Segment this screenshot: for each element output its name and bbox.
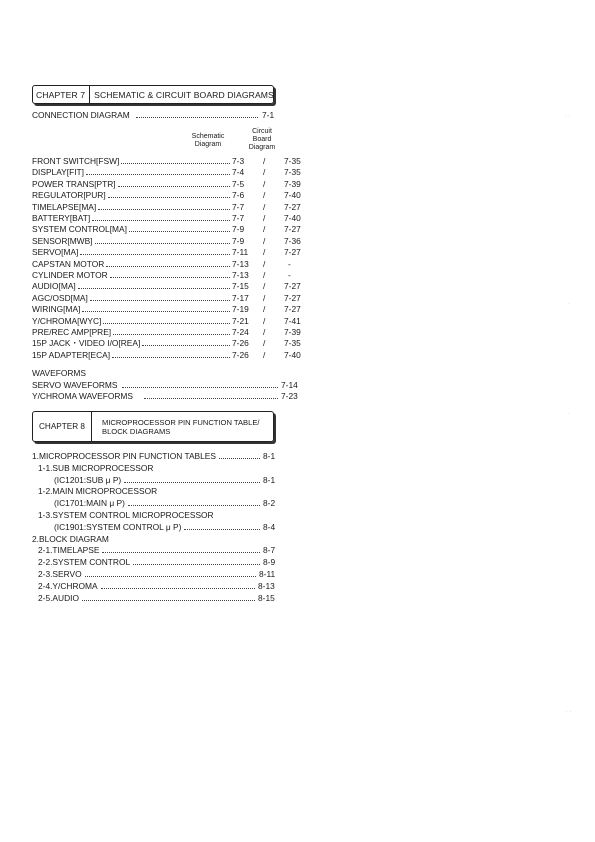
toc-entry[interactable] [32, 451, 275, 462]
leader-dots [102, 552, 260, 553]
leader-dots [219, 458, 260, 459]
column-separator: / [263, 327, 266, 337]
diagram-row[interactable] [32, 167, 301, 178]
toc-entry-text: 2-5.AUDIO [38, 592, 79, 603]
board-column-header [244, 128, 280, 152]
column-separator: / [263, 338, 266, 349]
ychroma-waveforms-entry[interactable] [32, 391, 298, 402]
column-separator: / [263, 156, 266, 166]
column-separator: / [263, 349, 266, 360]
leader-dots [129, 231, 230, 232]
connection-diagram-name: CONNECTION DIAGRAM [32, 110, 130, 120]
chapter-7-header [32, 85, 274, 104]
toc-entry-text: 1-1.SUB MICROPROCESSOR [38, 462, 154, 473]
board-page: 7-36 [284, 235, 301, 246]
diagram-row[interactable] [32, 224, 301, 235]
toc-entry-text: 1-3.SYSTEM CONTROL MICROPROCESSOR [38, 510, 214, 520]
toc-entry-page: 8-9 [263, 557, 276, 568]
board-page: 7-40 [284, 349, 301, 360]
diagram-name: AUDIO[MA] [32, 281, 76, 292]
diagram-name: 15P ADAPTER[ECA] [32, 349, 111, 360]
column-separator: / [263, 190, 266, 201]
leader-dots [118, 186, 230, 187]
board-page: 7-27 [284, 281, 301, 292]
schematic-page: 7-3 [232, 156, 245, 166]
column-separator: / [263, 258, 266, 269]
schematic-header-line: Diagram [194, 141, 222, 148]
toc-entry[interactable] [54, 498, 275, 509]
column-separator: / [263, 281, 266, 292]
toc-entry-text: (IC1201:SUB μ P) [54, 474, 122, 485]
diagram-row[interactable] [32, 156, 301, 167]
diagram-name: TIMELAPSE[MA] [32, 201, 97, 212]
toc-entry-text: 2-2.SYSTEM CONTROL [38, 557, 131, 568]
schematic-column-header [186, 133, 230, 149]
toc-entry[interactable] [38, 569, 275, 580]
schematic-page: 7-26 [232, 349, 249, 360]
column-separator: / [263, 178, 266, 189]
toc-entry-text: 2-1.TIMELAPSE [38, 545, 100, 556]
chapter-8-title-line: MICROPROCESSOR PIN FUNCTION TABLE/ [102, 417, 260, 427]
board-page: 7-35 [284, 156, 301, 166]
diagram-row[interactable] [32, 178, 301, 190]
diagram-name: SENSOR[MWB] [32, 235, 93, 246]
diagram-name: BATTERY[BAT] [32, 213, 91, 223]
toc-entry-page: 8-4 [263, 521, 276, 532]
toc-entry[interactable] [38, 581, 275, 592]
board-header-line: Board [252, 136, 272, 143]
diagram-name: SYSTEM CONTROL[MA] [32, 224, 127, 235]
toc-entry-page: 8-13 [258, 580, 275, 591]
ychroma-waveforms-page: 7-23 [281, 391, 298, 401]
schematic-page: 7-13 [232, 270, 249, 280]
toc-entry[interactable] [54, 522, 275, 533]
toc-entry-text: 1.MICROPROCESSOR PIN FUNCTION TABLES [32, 451, 216, 461]
leader-dots [90, 300, 230, 301]
diagram-name: FRONT SWITCH[FSW] [32, 156, 120, 166]
scan-speck: . . [566, 708, 572, 714]
board-page: - [288, 258, 291, 269]
toc-entry-text: 2-4.Y/CHROMA [38, 580, 98, 591]
diagram-row[interactable] [32, 349, 301, 361]
schematic-page: 7-6 [232, 190, 245, 201]
leader-dots [142, 345, 230, 346]
chapter-7-label: CHAPTER 7 [33, 86, 90, 103]
board-page: 7-27 [284, 224, 301, 235]
diagram-name: PRE/REC AMP[PRE] [32, 327, 112, 337]
connection-diagram-page: 7-1 [262, 110, 275, 120]
board-page: 7-39 [284, 178, 301, 189]
schematic-page: 7-7 [232, 201, 245, 212]
board-page: 7-35 [284, 167, 301, 178]
leader-dots [103, 323, 230, 324]
leader-dots [144, 398, 278, 399]
diagram-name: REGULATOR[PUR] [32, 190, 106, 201]
leader-dots [92, 220, 230, 221]
schematic-page: 7-4 [232, 167, 245, 178]
leader-dots [110, 277, 230, 278]
schematic-page: 7-19 [232, 304, 249, 315]
board-page: 7-27 [284, 304, 301, 315]
board-page: 7-27 [284, 247, 301, 258]
toc-entry[interactable] [38, 545, 275, 556]
column-separator: / [263, 304, 266, 315]
leader-dots [121, 163, 230, 164]
column-separator: / [263, 270, 266, 280]
chapter-8-header [32, 411, 274, 442]
diagram-name: WIRING[MA] [32, 304, 81, 315]
board-page: 7-39 [284, 327, 301, 337]
diagram-name: SERVO[MA] [32, 247, 79, 258]
servo-waveforms-name: SERVO WAVEFORMS [32, 380, 118, 390]
diagram-name: DISPLAY[FIT] [32, 167, 84, 178]
diagram-row[interactable] [32, 338, 301, 349]
toc-entry[interactable] [38, 593, 275, 604]
diagram-row[interactable] [32, 270, 291, 281]
servo-waveforms-page: 7-14 [281, 380, 298, 390]
toc-entry-text: (IC1701:MAIN μ P) [54, 498, 125, 509]
schematic-header-line: Schematic [191, 133, 225, 140]
diagram-row[interactable] [32, 201, 301, 213]
leader-dots [133, 564, 260, 565]
toc-entry-text: 2.BLOCK DIAGRAM [32, 533, 109, 544]
column-separator: / [263, 167, 266, 178]
leader-dots [80, 254, 230, 255]
schematic-page: 7-17 [232, 292, 249, 303]
board-page: 7-40 [284, 213, 301, 223]
toc-entry-text: 1-2.MAIN MICROPROCESSOR [38, 486, 158, 497]
column-separator: / [263, 213, 266, 223]
diagram-row[interactable] [32, 292, 301, 304]
toc-entry-page: 8-1 [263, 474, 276, 485]
toc-entry[interactable] [38, 557, 275, 568]
diagram-row[interactable] [32, 258, 291, 270]
chapter-8-title-line: BLOCK DIAGRAMS [102, 426, 171, 436]
leader-dots [78, 288, 230, 289]
schematic-page: 7-26 [232, 338, 249, 349]
toc-entry [38, 486, 275, 497]
toc-entry-page: 8-1 [263, 451, 276, 461]
diagram-name: POWER TRANS[PTR] [32, 178, 116, 189]
schematic-page: 7-9 [232, 235, 245, 246]
leader-dots [95, 243, 230, 244]
leader-dots [112, 357, 230, 358]
leader-dots [82, 600, 255, 601]
column-separator: / [263, 292, 266, 303]
schematic-page: 7-5 [232, 178, 245, 189]
diagram-row[interactable] [32, 247, 301, 258]
toc-entry [32, 534, 275, 545]
diagram-name: Y/CHROMA[WYC] [32, 315, 102, 326]
leader-dots [124, 482, 260, 483]
diagram-row[interactable] [32, 190, 301, 201]
schematic-page: 7-13 [232, 258, 249, 269]
schematic-page: 7-21 [232, 315, 249, 326]
toc-entry-page: 8-2 [263, 498, 276, 509]
board-header-line: Diagram [248, 144, 276, 151]
leader-dots [86, 174, 230, 175]
board-header-line: Circuit [252, 128, 272, 135]
waveforms-heading: WAVEFORMS [32, 368, 86, 378]
diagram-name: AGC/OSD[MA] [32, 292, 88, 303]
leader-dots [128, 505, 260, 506]
schematic-page: 7-11 [232, 247, 249, 258]
scan-speck: . [568, 410, 570, 416]
board-page: 7-35 [284, 338, 301, 349]
scan-speck: . [568, 300, 570, 306]
scan-speck: . . [565, 112, 571, 118]
board-page: 7-41 [284, 315, 301, 326]
toc-entry[interactable] [54, 475, 275, 486]
ychroma-waveforms-name: Y/CHROMA WAVEFORMS [32, 391, 133, 401]
servo-waveforms-entry[interactable] [32, 380, 298, 391]
toc-entry-text: 2-3.SERVO [38, 569, 82, 579]
diagram-row[interactable] [32, 315, 301, 327]
column-separator: / [263, 224, 266, 235]
connection-diagram-entry[interactable] [32, 110, 275, 121]
board-page: 7-27 [284, 292, 301, 303]
diagram-row[interactable] [32, 281, 301, 292]
diagram-row[interactable] [32, 304, 301, 315]
toc-entry-page: 8-15 [258, 592, 275, 603]
diagram-name: 15P JACK・VIDEO I/O[REA] [32, 338, 141, 349]
chapter-8-label: CHAPTER 8 [33, 412, 92, 441]
board-page: - [288, 270, 291, 280]
diagram-row[interactable] [32, 213, 301, 224]
toc-entry-page: 8-11 [259, 569, 276, 579]
diagram-name: CYLINDER MOTOR [32, 270, 108, 280]
schematic-page: 7-9 [232, 224, 245, 235]
leader-dots [122, 387, 278, 388]
schematic-page: 7-7 [232, 213, 245, 223]
leader-dots [82, 311, 230, 312]
column-separator: / [263, 201, 266, 212]
diagram-row[interactable] [32, 327, 301, 338]
column-separator: / [263, 315, 266, 326]
leader-dots [98, 209, 230, 210]
board-page: 7-40 [284, 190, 301, 201]
schematic-page: 7-24 [232, 327, 249, 337]
leader-dots [106, 266, 230, 267]
board-page: 7-27 [284, 201, 301, 212]
chapter-7-title: SCHEMATIC & CIRCUIT BOARD DIAGRAMS [94, 89, 274, 100]
leader-dots [136, 117, 258, 118]
toc-entry-text: (IC1901:SYSTEM CONTROL μ P) [54, 521, 182, 532]
leader-dots [85, 576, 256, 577]
leader-dots [101, 588, 255, 589]
diagram-row[interactable] [32, 235, 301, 247]
leader-dots [184, 529, 260, 530]
schematic-page: 7-15 [232, 281, 249, 292]
leader-dots [108, 197, 230, 198]
chapter-8-title [92, 418, 260, 436]
column-separator: / [263, 247, 266, 258]
column-separator: / [263, 235, 266, 246]
toc-entry [38, 463, 275, 474]
leader-dots [113, 334, 230, 335]
diagram-name: CAPSTAN MOTOR [32, 258, 105, 269]
toc-entry [38, 510, 275, 521]
toc-entry-page: 8-7 [263, 545, 276, 556]
